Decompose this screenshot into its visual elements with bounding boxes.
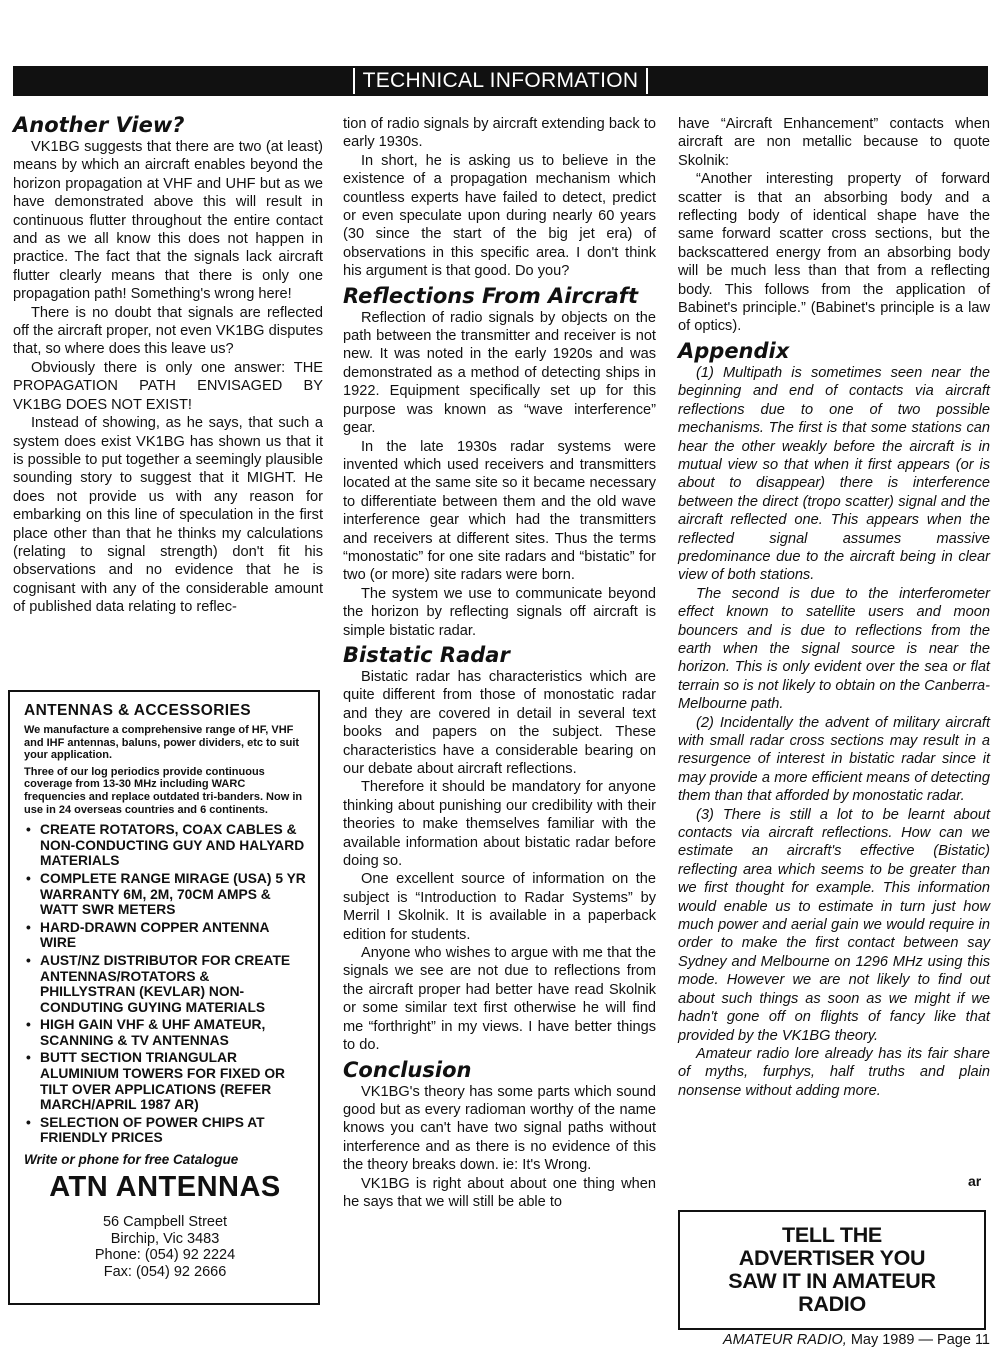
paragraph: Obviously there is only one answer: THE PROPAGATION PATH ENVISAGED BY VK1BG DOES NOT EXIST!	[13, 359, 323, 413]
list-item: • AUST/NZ DISTRIBUTOR FOR CREATE ANTENNAS/ROTATORS & PHILLYSTRAN (KEVLAR) NON-CONDUTING GUYING MATERIALS	[26, 952, 291, 1015]
list-item: • CREATE ROTATORS, COAX CABLES & NON-CONDUCTING GUY AND HALYARD MATERIALS	[26, 822, 305, 869]
ad-title: ANTENNAS & ACCESSORIES	[24, 702, 251, 719]
paragraph: VK1BG is right about about one thing when he says that we will still be able to	[343, 1175, 656, 1210]
list-item: • COMPLETE RANGE MIRAGE (USA) 5 YR WARRANTY 6M, 2M, 70CM AMPS & WATT SWR METERS	[26, 870, 306, 918]
ad-address	[24, 1214, 306, 1280]
footer-magazine: AMATEUR RADIO,	[722, 1332, 847, 1348]
section-title: TECHNICAL INFORMATION	[353, 68, 649, 94]
ad-catalogue-note: Write or phone for free Catalogue	[24, 1152, 239, 1168]
heading-appendix: Appendix	[678, 338, 790, 363]
footer-issue: May 1989 — Page 11	[850, 1332, 990, 1348]
ad-street: 56 Campbell Street	[102, 1214, 228, 1231]
paragraph: VK1BG suggests that there are two (at least) means by which an aircraft enables beyond the horizon propagation at VHF and UHF but as we have demonstrated above this will result in continuous flutter throughout the entire contact and as we all know this does not happen in practice. The fact that the signals lack aircraft flutter clearly means that there is only one propagation path! Something's wrong here!	[13, 139, 323, 303]
ad-fax: Fax: (054) 92 2666	[103, 1263, 227, 1280]
paragraph: tion of radio signals by aircraft extending back to early 1930s.	[343, 116, 656, 151]
section-banner	[13, 66, 988, 96]
paragraph: (3) There is still a lot to be learnt about contacts via aircraft reflections. How can we estimate an aircraft's effective (Bistatic) reflecting area which seems to be greater than we first thought for example. This information would enable us to estimate in turn just how much power and aerial gain we would require in order to make the first contact between say Sydney and Melbourne on 1296 MHz using this mode. However we are not likely to find out about such things as soon as we might if we hadn't gone off on flights of fancy like that provided by the VK1BG theory.	[678, 806, 990, 1044]
paragraph: (2) Incidentally the advent of military aircraft with small radar cross sections may result in a resurgence of interest in bistatic radar since it may provide a more efficient means of detecting them than that afforded by monostatic radar.	[678, 714, 990, 805]
tellbox-line: ADVERTISER YOU	[738, 1246, 926, 1270]
tellbox-line: TELL THE	[782, 1223, 882, 1247]
ad-intro-2: Three of our log periodics provide continuous coverage from 13-30 MHz including WARC frequencies and replace outdated tri-banders. Now in use in 24 overseas countries and 6 continents.	[24, 765, 303, 816]
paragraph: The second is due to the interferometer effect known to satellite users and moon bouncers and is due to reflections from the earth when the signal source is near the horizon. This is only evident over the sea or flat terrain so is not likely to obtain on the Canberra-Melbourne path.	[678, 585, 990, 713]
paragraph: (1) Multipath is sometimes seen near the beginning and end of contacts via aircraft reflections due to one of two possible mechanisms. The first is that some stations can hear the other weakly before the aircraft is in mutual view so that when it first appears (or is about to disappear) there is interference between the direct (tropo scatter) signal and the aircraft reflected one. This appears when the reflected signal assumes massive predominance due to the aircraft being in clear view of both stations.	[678, 364, 990, 584]
article-signoff: ar	[968, 1173, 982, 1189]
atn-antennas-advert	[8, 690, 320, 1305]
tell-advertiser-box	[678, 1210, 986, 1330]
paragraph: One excellent source of information on the subject is “Introduction to Radar Systems” by Merril I Skolnik. It is available in a paperback edition for students.	[343, 871, 656, 943]
column-1	[13, 110, 323, 617]
ad-town: Birchip, Vic 3483	[110, 1230, 220, 1247]
bullet-icon: •	[26, 919, 31, 935]
heading-reflections: Reflections From Aircraft	[343, 283, 638, 308]
ad-brand-name: ATN ANTENNAS	[49, 1171, 281, 1204]
paragraph: VK1BG's theory has some parts which sound good but as every radioman worthy of the name knows you can't have two signal paths without interference and as there is no evidence of this the theory breaks down. ie: It's Wrong.	[343, 1083, 656, 1174]
paragraph: Amateur radio lore already has its fair share of myths, furphys, half truths and plain nonsense without adding more.	[678, 1045, 990, 1099]
paragraph: “Another interesting property of forward scatter is that an absorbing body and a reflecting body of identical shape have the same forward scatter cross sections, but the backscattered energy from an absorbing body will be much less than that from a reflecting body. This follows from the application of Babinet's principle.” (Babinet's principle is a law of optics).	[678, 171, 990, 335]
paragraph: Bistatic radar has characteristics which are quite different from those of monostatic radar and they are covered in detail in several text books and papers on the subject. These characteristics have a considerable bearing on our debate about aircraft reflections.	[343, 668, 656, 777]
bullet-icon: •	[26, 952, 31, 968]
tellbox-line: SAW IT IN AMATEUR	[728, 1269, 936, 1293]
bullet-icon: •	[26, 1114, 31, 1130]
ad-product-list	[24, 822, 306, 1146]
paragraph: Instead of showing, as he says, that such a system does exist VK1BG has shown us that it is possible to put together a seemingly plausible sounding story to suggest that it MIGHT. He does not provide us with any reason for embarking on this line of speculation in the first place other than that he thinks my calculations (relating to signal strength) don't fit his observations and no evidence that he is cognisant with any of the considerable amount of published data relating to reflec-	[13, 415, 323, 616]
column-2	[343, 115, 656, 1211]
paragraph: Reflection of radio signals by objects on the path between the transmitter and receiver is not new. It was noted in the early 1920s and was demonstrated as a method of detecting ships in 1922. Equipment specifically set up for this purpose was known as “wave interference” gear.	[343, 309, 656, 437]
paragraph: have “Aircraft Enhancement” contacts when aircraft are non metallic because to quote Skolnik:	[678, 116, 990, 169]
list-item: • HARD-DRAWN COPPER ANTENNA WIRE	[26, 919, 269, 951]
bullet-icon: •	[26, 870, 31, 886]
list-item: • BUTT SECTION TRIANGULAR ALUMINIUM TOWERS FOR FIXED OR TILT OVER APPLICATIONS (REFER MARCH/APRIL 1987 AR)	[26, 1050, 286, 1113]
heading-another-view: Another View?	[13, 113, 185, 137]
paragraph: In the late 1930s radar systems were invented which used receivers and transmitters located at the same site so it became necessary to differentiate between them and the old wave interference gear which had the transmitters and receivers at different sites. Thus the terms “monostatic” for one site radars and “bistatic” for two (or more) site radars were born.	[343, 438, 656, 584]
page-footer	[680, 1332, 990, 1348]
tellbox-line: RADIO	[798, 1292, 866, 1316]
ad-phone: Phone: (054) 92 2224	[94, 1247, 236, 1264]
paragraph: In short, he is asking us to believe in the existence of a propagation mechanism which countless experts have failed to detect, predict or even speculate upon during nearly 60 years (30 since the start of the big jet era) of observations in this specific area. I don't think his argument is that good. Do you?	[343, 152, 656, 280]
bullet-icon: •	[26, 1050, 31, 1066]
bullet-icon: •	[26, 822, 31, 838]
column-3	[678, 115, 990, 1100]
heading-bistatic-radar: Bistatic Radar	[343, 642, 510, 667]
paragraph: There is no doubt that signals are reflected off the aircraft proper, not even VK1BG disputes that, so where does this leave us?	[13, 304, 323, 358]
ad-intro-1: We manufacture a comprehensive range of HF, VHF and IHF antennas, baluns, power dividers, etc to suit your application.	[24, 724, 300, 762]
paragraph: Therefore it should be mandatory for anyone thinking about punishing our credibility with their theories to make themselves familiar with the available information about bistatic radar before doing so.	[343, 779, 656, 870]
paragraph: Anyone who wishes to argue with me that the signals we see are not due to reflections from the aircraft proper had better have read Skolnik or some similar text first otherwise he will find me “forthright” in my views. I have better things to do.	[343, 945, 656, 1054]
paragraph: The system we use to communicate beyond the horizon by reflecting signals off aircraft is simple bistatic radar.	[343, 585, 656, 639]
bullet-icon: •	[26, 1017, 31, 1033]
list-item: • HIGH GAIN VHF & UHF AMATEUR, SCANNING & TV ANTENNAS	[26, 1017, 266, 1048]
heading-conclusion: Conclusion	[343, 1057, 472, 1082]
list-item: • SELECTION OF POWER CHIPS AT FRIENDLY PRICES	[26, 1114, 265, 1146]
